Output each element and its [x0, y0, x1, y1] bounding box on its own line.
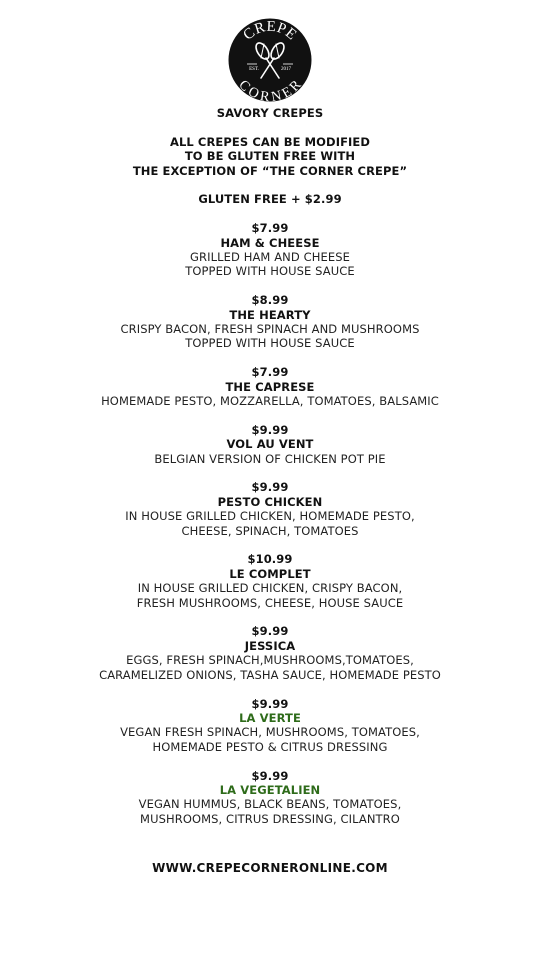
item-name: JESSICA	[244, 638, 296, 653]
menu-content	[0, 106, 540, 876]
logo-est-left: EST.	[249, 67, 259, 72]
item-name: LA VEGETALIEN	[219, 782, 321, 797]
notice-line: THE EXCEPTION OF “THE CORNER CREPE”	[132, 163, 408, 178]
item-name: THE CAPRESE	[225, 379, 315, 394]
menu-item	[0, 351, 540, 409]
menu-item	[0, 610, 540, 682]
item-name: LE COMPLET	[229, 566, 311, 581]
menu-item	[0, 538, 540, 610]
item-description: EGGS, FRESH SPINACH,MUSHROOMS,TOMATOES,	[126, 653, 414, 668]
item-price: $9.99	[251, 422, 289, 437]
item-description: MUSHROOMS, CITRUS DRESSING, CILANTRO	[140, 811, 400, 826]
crepe-corner-logo	[228, 18, 312, 102]
menu-item	[0, 682, 540, 754]
item-description: CHEESE, SPINACH, TOMATOES	[181, 523, 359, 538]
item-description: VEGAN FRESH SPINACH, MUSHROOMS, TOMATOES,	[120, 725, 420, 740]
notice-line: ALL CREPES CAN BE MODIFIED	[169, 134, 371, 149]
item-price: $9.99	[251, 480, 289, 495]
menu-items	[0, 207, 540, 826]
item-description: GRILLED HAM AND CHEESE	[190, 250, 350, 265]
item-price: $9.99	[251, 624, 289, 639]
item-name: PESTO CHICKEN	[217, 494, 323, 509]
logo-top-word: CREPE	[240, 18, 300, 44]
gluten-free-price: GLUTEN FREE + $2.99	[198, 192, 342, 207]
item-name: LA VERTE	[239, 710, 301, 725]
menu-item	[0, 279, 540, 351]
item-name: HAM & CHEESE	[220, 235, 320, 250]
logo-bottom-word: CORNER	[235, 77, 305, 102]
item-description: TOPPED WITH HOUSE SAUCE	[185, 336, 355, 351]
item-description: FRESH MUSHROOMS, CHEESE, HOUSE SAUCE	[136, 595, 404, 610]
notice-line: TO BE GLUTEN FREE WITH	[184, 149, 356, 164]
item-description: HOMEMADE PESTO, MOZZARELLA, TOMATOES, BALSAMIC	[101, 394, 439, 409]
item-description: CARAMELIZED ONIONS, TASHA SAUCE, HOMEMADE PESTO	[99, 667, 441, 682]
item-description: CRISPY BACON, FRESH SPINACH AND MUSHROOMS	[120, 322, 420, 337]
section-title: SAVORY CREPES	[216, 106, 324, 120]
item-price: $7.99	[251, 365, 289, 380]
menu-item	[0, 408, 540, 466]
item-description: IN HOUSE GRILLED CHICKEN, HOMEMADE PESTO,	[125, 509, 415, 524]
item-price: $10.99	[247, 552, 293, 567]
item-name: VOL AU VENT	[226, 437, 314, 452]
menu-item	[0, 754, 540, 826]
item-price: $7.99	[251, 221, 289, 236]
website-link[interactable]: WWW.CREPECORNERONLINE.COM	[152, 861, 388, 876]
item-price: $9.99	[251, 768, 289, 783]
item-price: $9.99	[251, 696, 289, 711]
item-description: TOPPED WITH HOUSE SAUCE	[185, 264, 355, 279]
item-price: $8.99	[251, 293, 289, 308]
menu-item	[0, 207, 540, 279]
logo-est-right: 2017	[281, 67, 291, 72]
item-description: IN HOUSE GRILLED CHICKEN, CRISPY BACON,	[137, 581, 403, 596]
item-description: VEGAN HUMMUS, BLACK BEANS, TOMATOES,	[138, 797, 402, 812]
item-name: THE HEARTY	[229, 307, 311, 322]
item-description: HOMEMADE PESTO & CITRUS DRESSING	[152, 739, 388, 754]
item-description: BELGIAN VERSION OF CHICKEN POT PIE	[154, 451, 386, 466]
menu-item	[0, 466, 540, 538]
